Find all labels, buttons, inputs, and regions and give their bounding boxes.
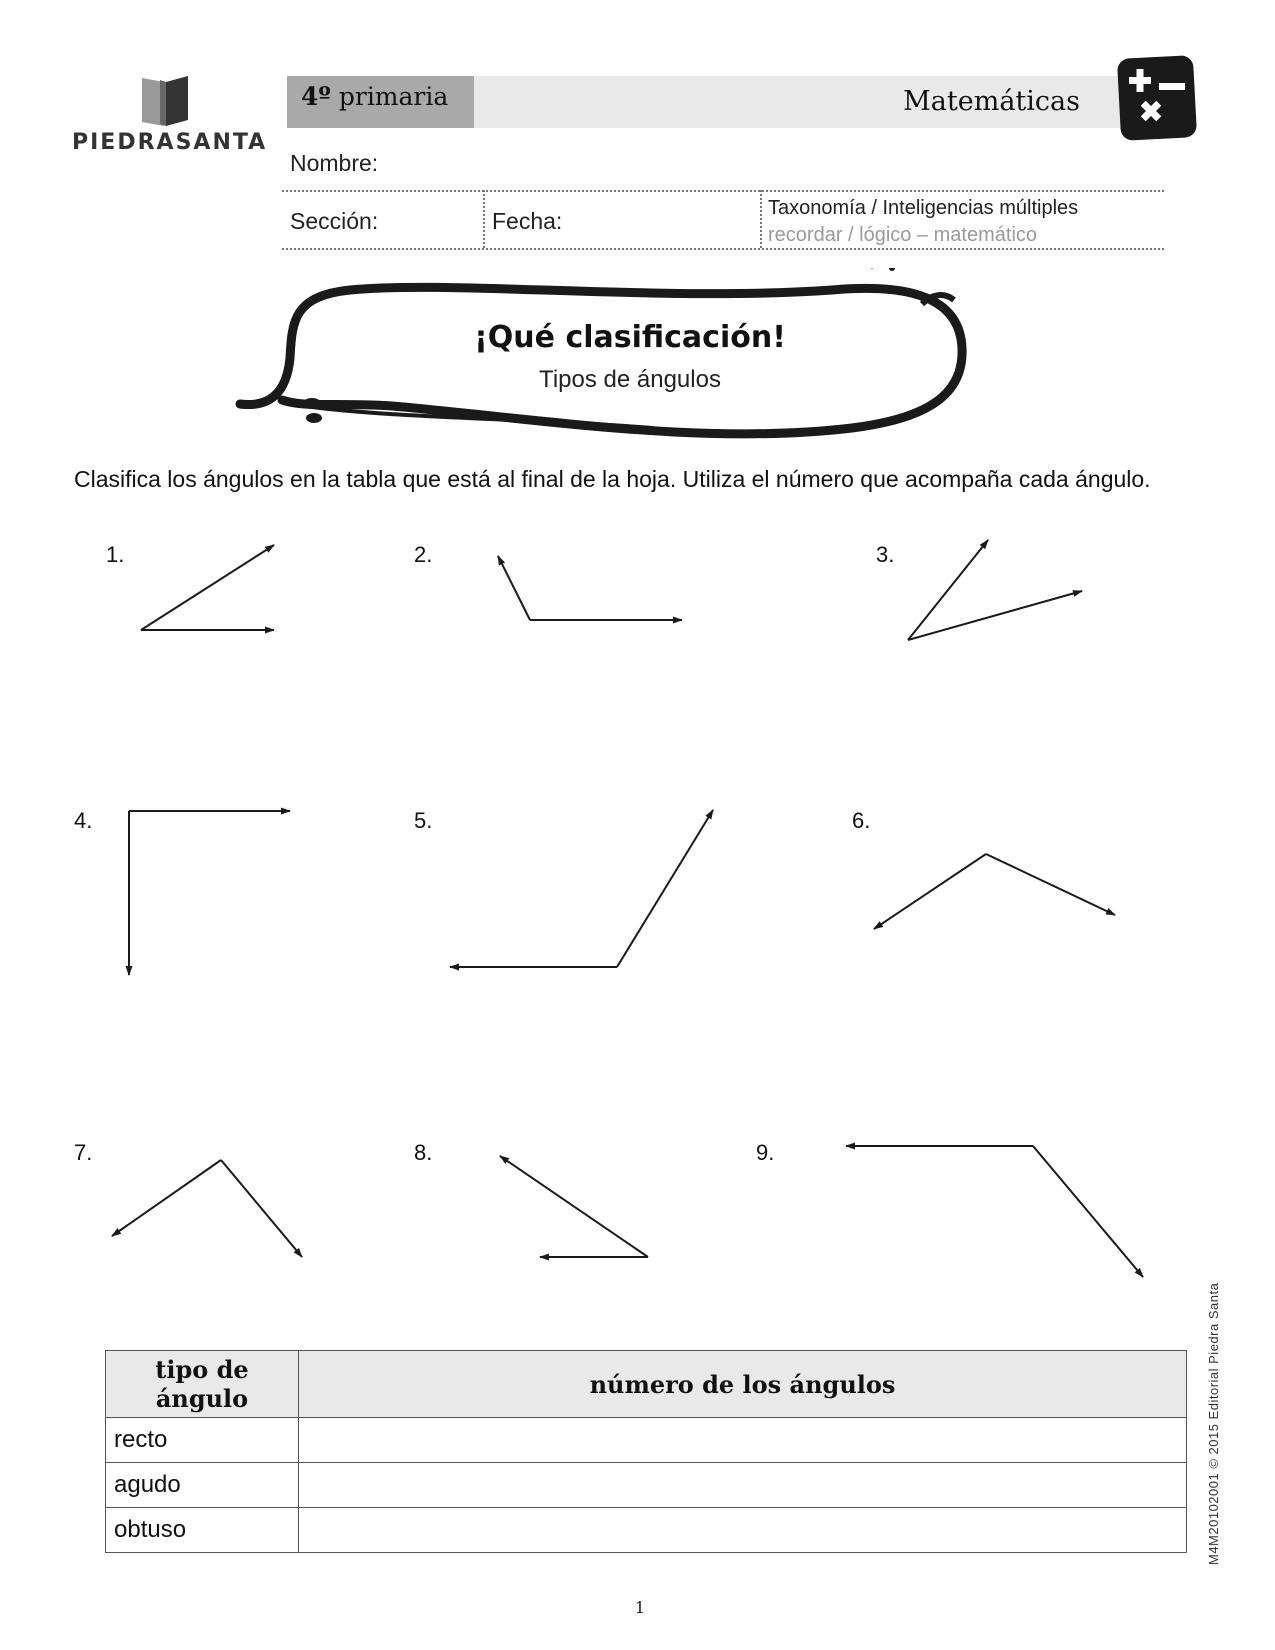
header-angle-type: tipo de ángulo: [106, 1351, 299, 1418]
grade-text: primaria: [338, 82, 449, 111]
logo-text: PIEDRASANTA: [72, 130, 268, 155]
instruction-text: Clasifica los ángulos en la tabla que está al final de la hoja. Utiliza el número que acompaña cada ángulo.: [74, 466, 1151, 492]
angle-number: 3.: [876, 542, 895, 567]
activity-title: ¡Qué clasificación!: [474, 320, 786, 355]
row-type: recto: [106, 1418, 299, 1463]
angle-number: 5.: [414, 808, 433, 833]
angle-8: [500, 1156, 648, 1257]
angle-4: [129, 811, 290, 975]
answer-cell[interactable]: [299, 1463, 1187, 1508]
subject-title: Matemáticas: [474, 76, 1124, 128]
date-label: Fecha:: [492, 208, 563, 234]
angle-number: 8.: [414, 1140, 433, 1165]
row-type: obtuso: [106, 1508, 299, 1553]
angle-2: [498, 556, 682, 620]
angle-number: 9.: [756, 1140, 775, 1165]
table-row: [106, 1418, 1187, 1463]
copyright-text: M4M20102001 © 2015 Editorial Piedra Santa: [1206, 1282, 1221, 1565]
page-number: 1: [634, 1598, 646, 1617]
header-angle-numbers: número de los ángulos: [299, 1351, 1187, 1418]
table-row: [106, 1463, 1187, 1508]
activity-subtitle: Tipos de ángulos: [539, 366, 721, 393]
angle-number: 4.: [74, 808, 93, 833]
taxonomy-title: Taxonomía / Inteligencias múltiples: [768, 197, 1079, 219]
angle-5: [450, 810, 713, 967]
classification-table: [105, 1350, 1187, 1553]
taxonomy-subtitle: recordar / lógico – matemático: [768, 224, 1038, 246]
section-label: Sección:: [290, 208, 379, 234]
answer-cell[interactable]: [299, 1418, 1187, 1463]
angle-number: 6.: [852, 808, 871, 833]
row-type: agudo: [106, 1463, 299, 1508]
angle-6: [874, 854, 1115, 929]
grade-number: 4º: [301, 82, 331, 111]
angle-number: 2.: [414, 542, 433, 567]
angle-number: 7.: [74, 1140, 93, 1165]
angle-3: [908, 540, 1082, 640]
name-label: Nombre:: [290, 150, 379, 176]
answer-cell[interactable]: [299, 1508, 1187, 1553]
angle-1: [141, 545, 274, 630]
angle-7: [112, 1160, 302, 1257]
table-row: [106, 1508, 1187, 1553]
angle-9: [846, 1146, 1143, 1277]
angle-number: 1.: [106, 542, 125, 567]
